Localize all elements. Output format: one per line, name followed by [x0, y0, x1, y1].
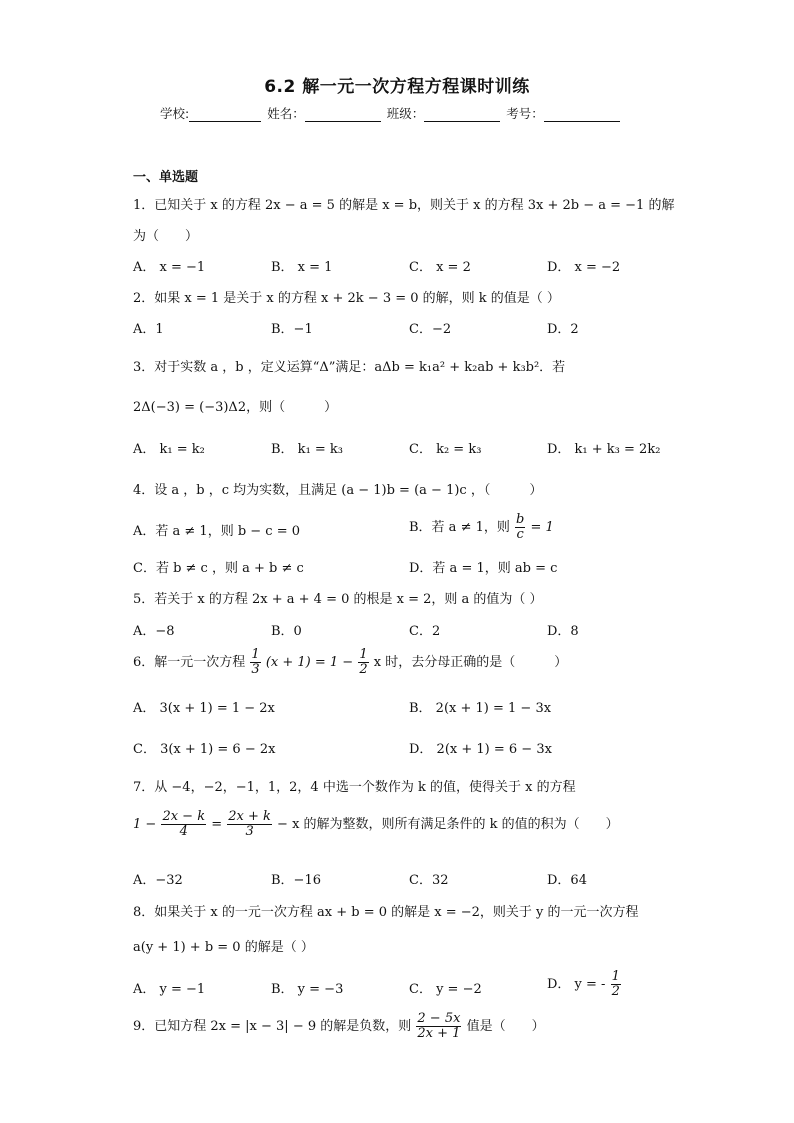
fraction-numerator: 1 [359, 647, 368, 662]
question-4-options-row1 [133, 513, 693, 553]
q6-suffix: x 时，去分母正确的是（ ） [373, 655, 568, 670]
q2-option-a[interactable]: A．1 [133, 322, 164, 337]
school-blank[interactable] [189, 107, 261, 122]
q5-option-d[interactable]: D．8 [547, 624, 579, 639]
fraction-numerator: b [516, 512, 525, 527]
q7-option-c[interactable]: C．32 [409, 873, 449, 888]
question-3-text: 3．对于实数 a ，b ，定义运算“Δ”满足：aΔb = k₁a² + k₂ab + k₃b²．若 [133, 360, 566, 375]
q4-option-b-fraction [515, 513, 525, 542]
student-info-row [160, 104, 622, 122]
school-label: 学校: [160, 106, 190, 121]
q4-option-d[interactable]: D．若 a = 1，则 ab = c [409, 561, 558, 576]
class-label: 班级： [386, 106, 425, 121]
fraction-denominator: 2 [611, 984, 620, 999]
number-label: 考号： [506, 106, 544, 121]
q5-option-b[interactable]: B．0 [271, 624, 302, 639]
fraction-denominator: 4 [179, 824, 188, 839]
q1-option-b[interactable]: B． x = 1 [271, 260, 333, 275]
fraction-denominator: 3 [251, 662, 260, 677]
q7-suffix: − x 的解为整数，则所有满足条件的 k 的值的积为（ ） [277, 817, 619, 832]
q4-option-c[interactable]: C．若 b ≠ c ，则 a + b ≠ c [133, 561, 304, 576]
question-8-text-cont: a(y + 1) + b = 0 的解是（ ） [133, 940, 314, 955]
question-9-text [133, 1012, 545, 1041]
question-8-text: 8．如果关于 x 的一元一次方程 ax + b = 0 的解是 x = −2，则关于 y 的一元一次方程 [133, 905, 639, 920]
fraction-numerator: 2 − 5x [417, 1011, 461, 1026]
q4-option-b[interactable] [409, 513, 554, 542]
question-4-text: 4．设 a ，b ，c 均为实数，且满足 (a − 1)b = (a − 1)c ，（ ） [133, 483, 543, 498]
q2-option-d[interactable]: D．2 [547, 322, 579, 337]
q3-option-c[interactable]: C． k₂ = k₃ [409, 442, 482, 457]
number-blank[interactable] [544, 107, 620, 122]
name-blank[interactable] [305, 107, 381, 122]
q6-prefix: 6．解一元一次方程 [133, 655, 246, 670]
q5-option-c[interactable]: C．2 [409, 624, 441, 639]
q9-prefix: 9．已知方程 2x = |x − 3| − 9 的解是负数，则 [133, 1019, 412, 1034]
q7-option-d[interactable]: D．64 [547, 873, 587, 888]
question-8-options [133, 970, 693, 1006]
fraction-denominator: 3 [245, 824, 254, 839]
q6-option-b[interactable]: B． 2(x + 1) = 1 − 3x [409, 701, 552, 716]
q4-option-b-prefix: B．若 a ≠ 1，则 [409, 520, 510, 535]
q8-option-d-prefix: D． y = - [547, 977, 606, 992]
q3-option-a[interactable]: A． k₁ = k₂ [133, 442, 205, 457]
fraction-denominator: 2x + 1 [417, 1026, 461, 1041]
q7-prefix: 1 − [133, 817, 157, 832]
q1-option-d[interactable]: D． x = −2 [547, 260, 621, 275]
q7-fraction-1 [161, 810, 206, 839]
q4-option-a[interactable]: A．若 a ≠ 1，则 b − c = 0 [133, 524, 301, 539]
q1-option-a[interactable]: A． x = −1 [133, 260, 206, 275]
fraction-denominator: 2 [359, 662, 368, 677]
question-7-text: 7．从 −4，−2，−1，1，2，4 中选一个数作为 k 的值，使得关于 x 的方程 [133, 780, 576, 795]
q5-option-a[interactable]: A．−8 [133, 624, 175, 639]
q7-option-b[interactable]: B．−16 [271, 873, 321, 888]
q8-option-d-fraction [611, 970, 621, 999]
question-1-text: 1．已知关于 x 的方程 2x − a = 5 的解是 x = b，则关于 x 的方程 3x + 2b − a = −1 的解 [133, 198, 675, 213]
question-7-equation [133, 810, 619, 839]
q6-option-c[interactable]: C． 3(x + 1) = 6 − 2x [133, 742, 276, 757]
page-title: 6.2 解一元一次方程方程课时训练 [264, 77, 530, 97]
q8-option-c[interactable]: C． y = −2 [409, 982, 482, 997]
fraction-numerator: 1 [611, 969, 620, 984]
fraction-denominator: c [516, 527, 524, 542]
q9-suffix: 值是（ ） [466, 1019, 545, 1034]
fraction-numerator: 2x + k [228, 809, 271, 824]
q8-option-d[interactable] [547, 970, 622, 999]
question-6-text [133, 648, 567, 677]
q1-option-c[interactable]: C． x = 2 [409, 260, 471, 275]
q6-fraction-1 [250, 648, 260, 677]
q2-option-b[interactable]: B．−1 [271, 322, 313, 337]
fraction-numerator: 2x − k [162, 809, 206, 824]
section-heading: 一、单选题 [133, 170, 199, 185]
q6-middle: (x + 1) = 1 − [265, 655, 354, 670]
question-3-text-cont: 2Δ(−3) = (−3)Δ2，则（ ） [133, 400, 338, 415]
q8-option-a[interactable]: A． y = −1 [133, 982, 206, 997]
q4-option-b-suffix: = 1 [530, 520, 554, 535]
q6-option-d[interactable]: D． 2(x + 1) = 6 − 3x [409, 742, 552, 757]
question-1-text-cont: 为（ ） [133, 229, 199, 244]
q6-option-a[interactable]: A． 3(x + 1) = 1 − 2x [133, 701, 275, 716]
class-blank[interactable] [424, 107, 500, 122]
name-label: 姓名： [267, 106, 305, 121]
q2-option-c[interactable]: C．−2 [409, 322, 452, 337]
q8-option-b[interactable]: B． y = −3 [271, 982, 344, 997]
q3-option-d[interactable]: D． k₁ + k₃ = 2k₂ [547, 442, 661, 457]
q9-fraction [416, 1012, 461, 1041]
question-2-text: 2．如果 x = 1 是关于 x 的方程 x + 2k − 3 = 0 的解，则 k 的值是（ ） [133, 291, 560, 306]
q7-fraction-2 [227, 810, 272, 839]
question-5-text: 5．若关于 x 的方程 2x + a + 4 = 0 的根是 x = 2，则 a 的值为（ ） [133, 592, 543, 607]
q7-equals: = [211, 817, 223, 832]
q7-option-a[interactable]: A．−32 [133, 873, 183, 888]
q3-option-b[interactable]: B． k₁ = k₃ [271, 442, 344, 457]
q6-fraction-2 [358, 648, 368, 677]
fraction-numerator: 1 [251, 647, 260, 662]
